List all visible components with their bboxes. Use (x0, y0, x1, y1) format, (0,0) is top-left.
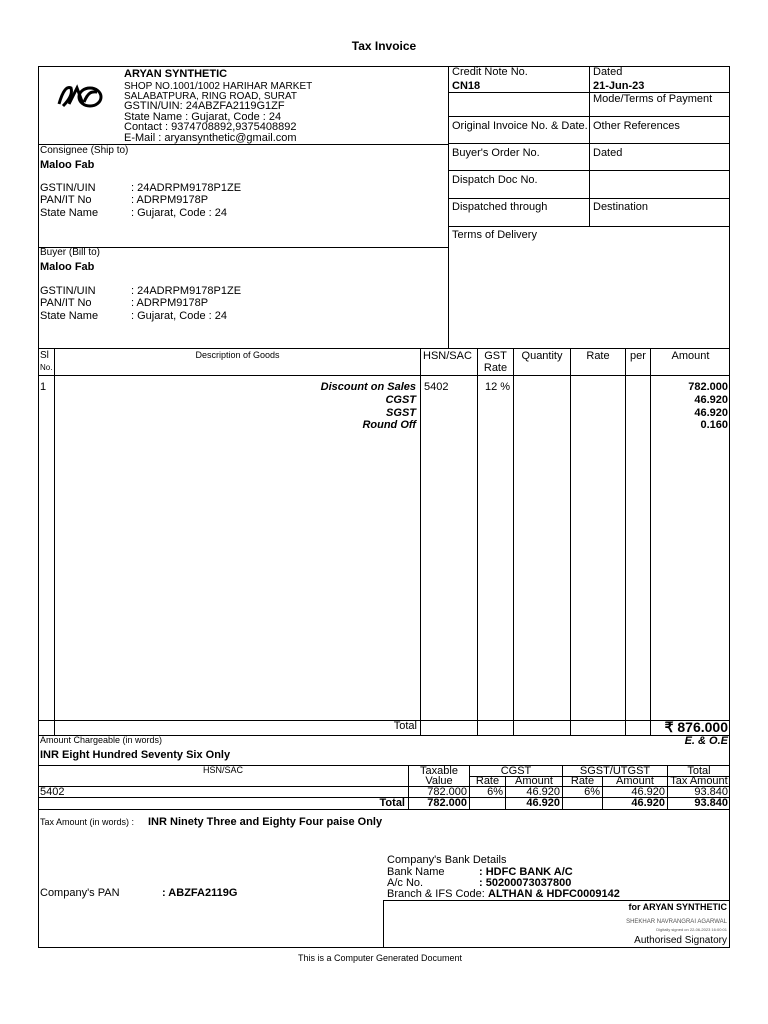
seller-gstin: GSTIN/UIN: 24ABZFA2119G1ZF (124, 100, 285, 112)
consignee-state-value: : Gujarat, Code : 24 (131, 207, 227, 219)
consignee-heading: Consignee (Ship to) (40, 145, 129, 156)
tax-th-cgst-rate: Rate (475, 775, 500, 787)
tax-total-taxable: 782.000 (427, 797, 467, 809)
footer-note: This is a Computer Generated Document (297, 953, 463, 963)
tax-th-sgst-amount: Amount (616, 775, 654, 787)
amount-words-label: Amount Chargeable (in words) (40, 735, 163, 745)
line-desc: CGST (385, 394, 416, 406)
bank-heading: Company's Bank Details (387, 854, 507, 866)
tax-th-cgst: CGST (500, 765, 532, 777)
tax-th-hsn: HSN/SAC (202, 765, 243, 775)
consignee-name: Maloo Fab (40, 159, 95, 171)
bank-name-label: Bank Name (387, 866, 445, 878)
item-hsn: 5402 (424, 381, 449, 393)
col-div-rate (625, 348, 626, 735)
tax-row-sgst-amount: 46.920 (631, 786, 665, 798)
credit-note-value: CN18 (452, 80, 481, 92)
items-total-label: Total (393, 720, 417, 732)
tax-th-sgst-rate: Rate (570, 775, 595, 787)
buyer-pan-label: PAN/IT No (40, 297, 92, 309)
th-quantity: Quantity (521, 350, 563, 362)
signature-signer: SHEKHAR NAVRANGRAI AGARWAL (626, 919, 727, 925)
meta-row2-line (448, 116, 730, 117)
seller-name: ARYAN SYNTHETIC (124, 68, 228, 80)
signature-for-label: for ARYAN SYNTHETIC (628, 902, 727, 912)
col-div-sl (54, 348, 55, 735)
th-rate: Rate (586, 350, 610, 362)
meta-col-divider (589, 66, 590, 226)
th-gst-rate: Rate (483, 362, 508, 374)
th-amount: Amount (671, 350, 710, 362)
bank-branch-label: Branch & IFS Code: (387, 888, 485, 900)
line-desc: Discount on Sales (320, 381, 416, 393)
bank-acno-value: : 50200073037800 (479, 877, 572, 889)
seller-contact: Contact : 9374708892,9375408892 (124, 121, 297, 133)
consignee-pan-value: : ADRPM9178P (131, 194, 209, 206)
col-div-hsn (477, 348, 478, 735)
buyer-pan-value: : ADRPM9178P (131, 297, 209, 309)
signature-box-top (383, 900, 730, 901)
col-div-per (650, 348, 651, 735)
line-amount: 46.920 (694, 407, 728, 419)
line-desc: Round Off (362, 419, 416, 431)
meta-row5-line (448, 198, 730, 199)
buyers-order-label: Buyer's Order No. (452, 147, 540, 159)
seller-address-1: SHOP NO.1001/1002 HARIHAR MARKET (124, 81, 313, 92)
buyer-state-value: : Gujarat, Code : 24 (131, 310, 227, 322)
th-hsn: HSN/SAC (423, 350, 472, 362)
tax-words-label: Tax Amount (in words) : (40, 817, 135, 827)
original-invoice-label: Original Invoice No. & Date. (452, 120, 588, 132)
th-per: per (630, 350, 646, 362)
tax-row-taxable: 782.000 (427, 786, 467, 798)
line-amount: 782.000 (688, 381, 728, 393)
tax-row-total-tax: 93.840 (694, 786, 728, 798)
authorised-signatory: Authorised Signatory (634, 935, 727, 946)
col-div-desc (420, 348, 421, 735)
tax-words-value: INR Ninety Three and Eighty Four paise Only (148, 816, 383, 828)
buyer-gstin-value: : 24ADRPM9178P1ZE (131, 285, 242, 297)
consignee-pan-label: PAN/IT No (40, 194, 92, 206)
dated-label: Dated (593, 66, 623, 78)
meta-row4-line (448, 170, 730, 171)
tax-th-taxable-value: Value (425, 775, 453, 787)
line-desc: SGST (386, 407, 416, 419)
tax-row-cgst-rate: 6% (487, 786, 503, 798)
th-gst: GST (484, 350, 507, 362)
consignee-gstin-value: : 24ADRPM9178P1ZE (131, 182, 242, 194)
consignee-gstin-label: GSTIN/UIN (40, 182, 96, 194)
tax-total-total-tax: 93.840 (694, 797, 728, 809)
tax-total-bottom-line (38, 809, 730, 810)
items-header-bottom-line (38, 375, 730, 376)
tax-row-hsn: 5402 (40, 786, 65, 798)
th-sl-no: No. (40, 363, 53, 372)
company-pan-label: Company's PAN (40, 887, 120, 899)
tax-th-cgst-amount: Amount (515, 775, 553, 787)
buyer-state-label: State Name (40, 310, 99, 322)
signature-digital-note: Digitally signed on 22-06-2023 16:00:01 (656, 927, 727, 932)
destination-label: Destination (593, 201, 649, 213)
buyer-name: Maloo Fab (40, 261, 95, 273)
dated-value: 21-Jun-23 (593, 80, 645, 92)
tax-row-sgst-rate: 6% (584, 786, 600, 798)
item-sl: 1 (40, 381, 47, 393)
tax-th-total-tax-amount: Tax Amount (670, 775, 728, 787)
dated2-label: Dated (593, 147, 623, 159)
amount-words-value: INR Eight Hundred Seventy Six Only (40, 749, 231, 761)
buyer-heading: Buyer (Bill to) (40, 247, 101, 258)
eoe-label: E. & O.E (684, 735, 728, 747)
bank-acno-label: A/c No. (387, 877, 424, 889)
company-logo (55, 80, 105, 112)
meta-row6-line (448, 226, 730, 227)
tax-th-taxable: Taxable (420, 765, 458, 777)
company-pan-value: : ABZFA2119G (162, 887, 238, 899)
header-divider (448, 66, 449, 348)
seller-address-2: SALABATPURA, RING ROAD, SURAT (124, 91, 297, 102)
other-references-label: Other References (593, 120, 680, 132)
signature-box-left (383, 900, 384, 948)
mode-terms-label: Mode/Terms of Payment (593, 93, 713, 105)
tax-th-total: Total (687, 765, 711, 777)
tax-total-sgst-amount: 46.920 (631, 797, 665, 809)
meta-row3-line (448, 143, 730, 144)
dispatch-doc-label: Dispatch Doc No. (452, 174, 538, 186)
tax-total-cgst-amount: 46.920 (526, 797, 560, 809)
seller-email: E-Mail : aryansynthetic@gmail.com (124, 132, 297, 144)
col-div-qty (570, 348, 571, 735)
buyer-gstin-label: GSTIN/UIN (40, 285, 96, 297)
terms-delivery-label: Terms of Delivery (452, 229, 537, 241)
th-description: Description of Goods (195, 350, 280, 360)
tax-th-sgst: SGST/UTGST (579, 765, 651, 777)
dispatched-through-label: Dispatched through (452, 201, 548, 213)
line-amount: 46.920 (694, 394, 728, 406)
tax-row-cgst-amount: 46.920 (526, 786, 560, 798)
consignee-state-label: State Name (40, 207, 99, 219)
items-total-amount: ₹ 876.000 (664, 719, 728, 735)
th-sl: Sl (40, 350, 49, 361)
bank-name-value: : HDFC BANK A/C (479, 866, 573, 878)
col-div-gst (513, 348, 514, 735)
seller-state: State Name : Gujarat, Code : 24 (124, 111, 282, 123)
page-title: Tax Invoice (351, 39, 417, 53)
tax-total-label: Total (379, 797, 405, 809)
bank-branch-value: ALTHAN & HDFC0009142 (488, 888, 620, 900)
line-amount: 0.160 (700, 419, 728, 431)
items-top-line (38, 348, 730, 349)
credit-note-label: Credit Note No. (452, 66, 528, 78)
item-gst-rate: 12 % (485, 381, 511, 393)
